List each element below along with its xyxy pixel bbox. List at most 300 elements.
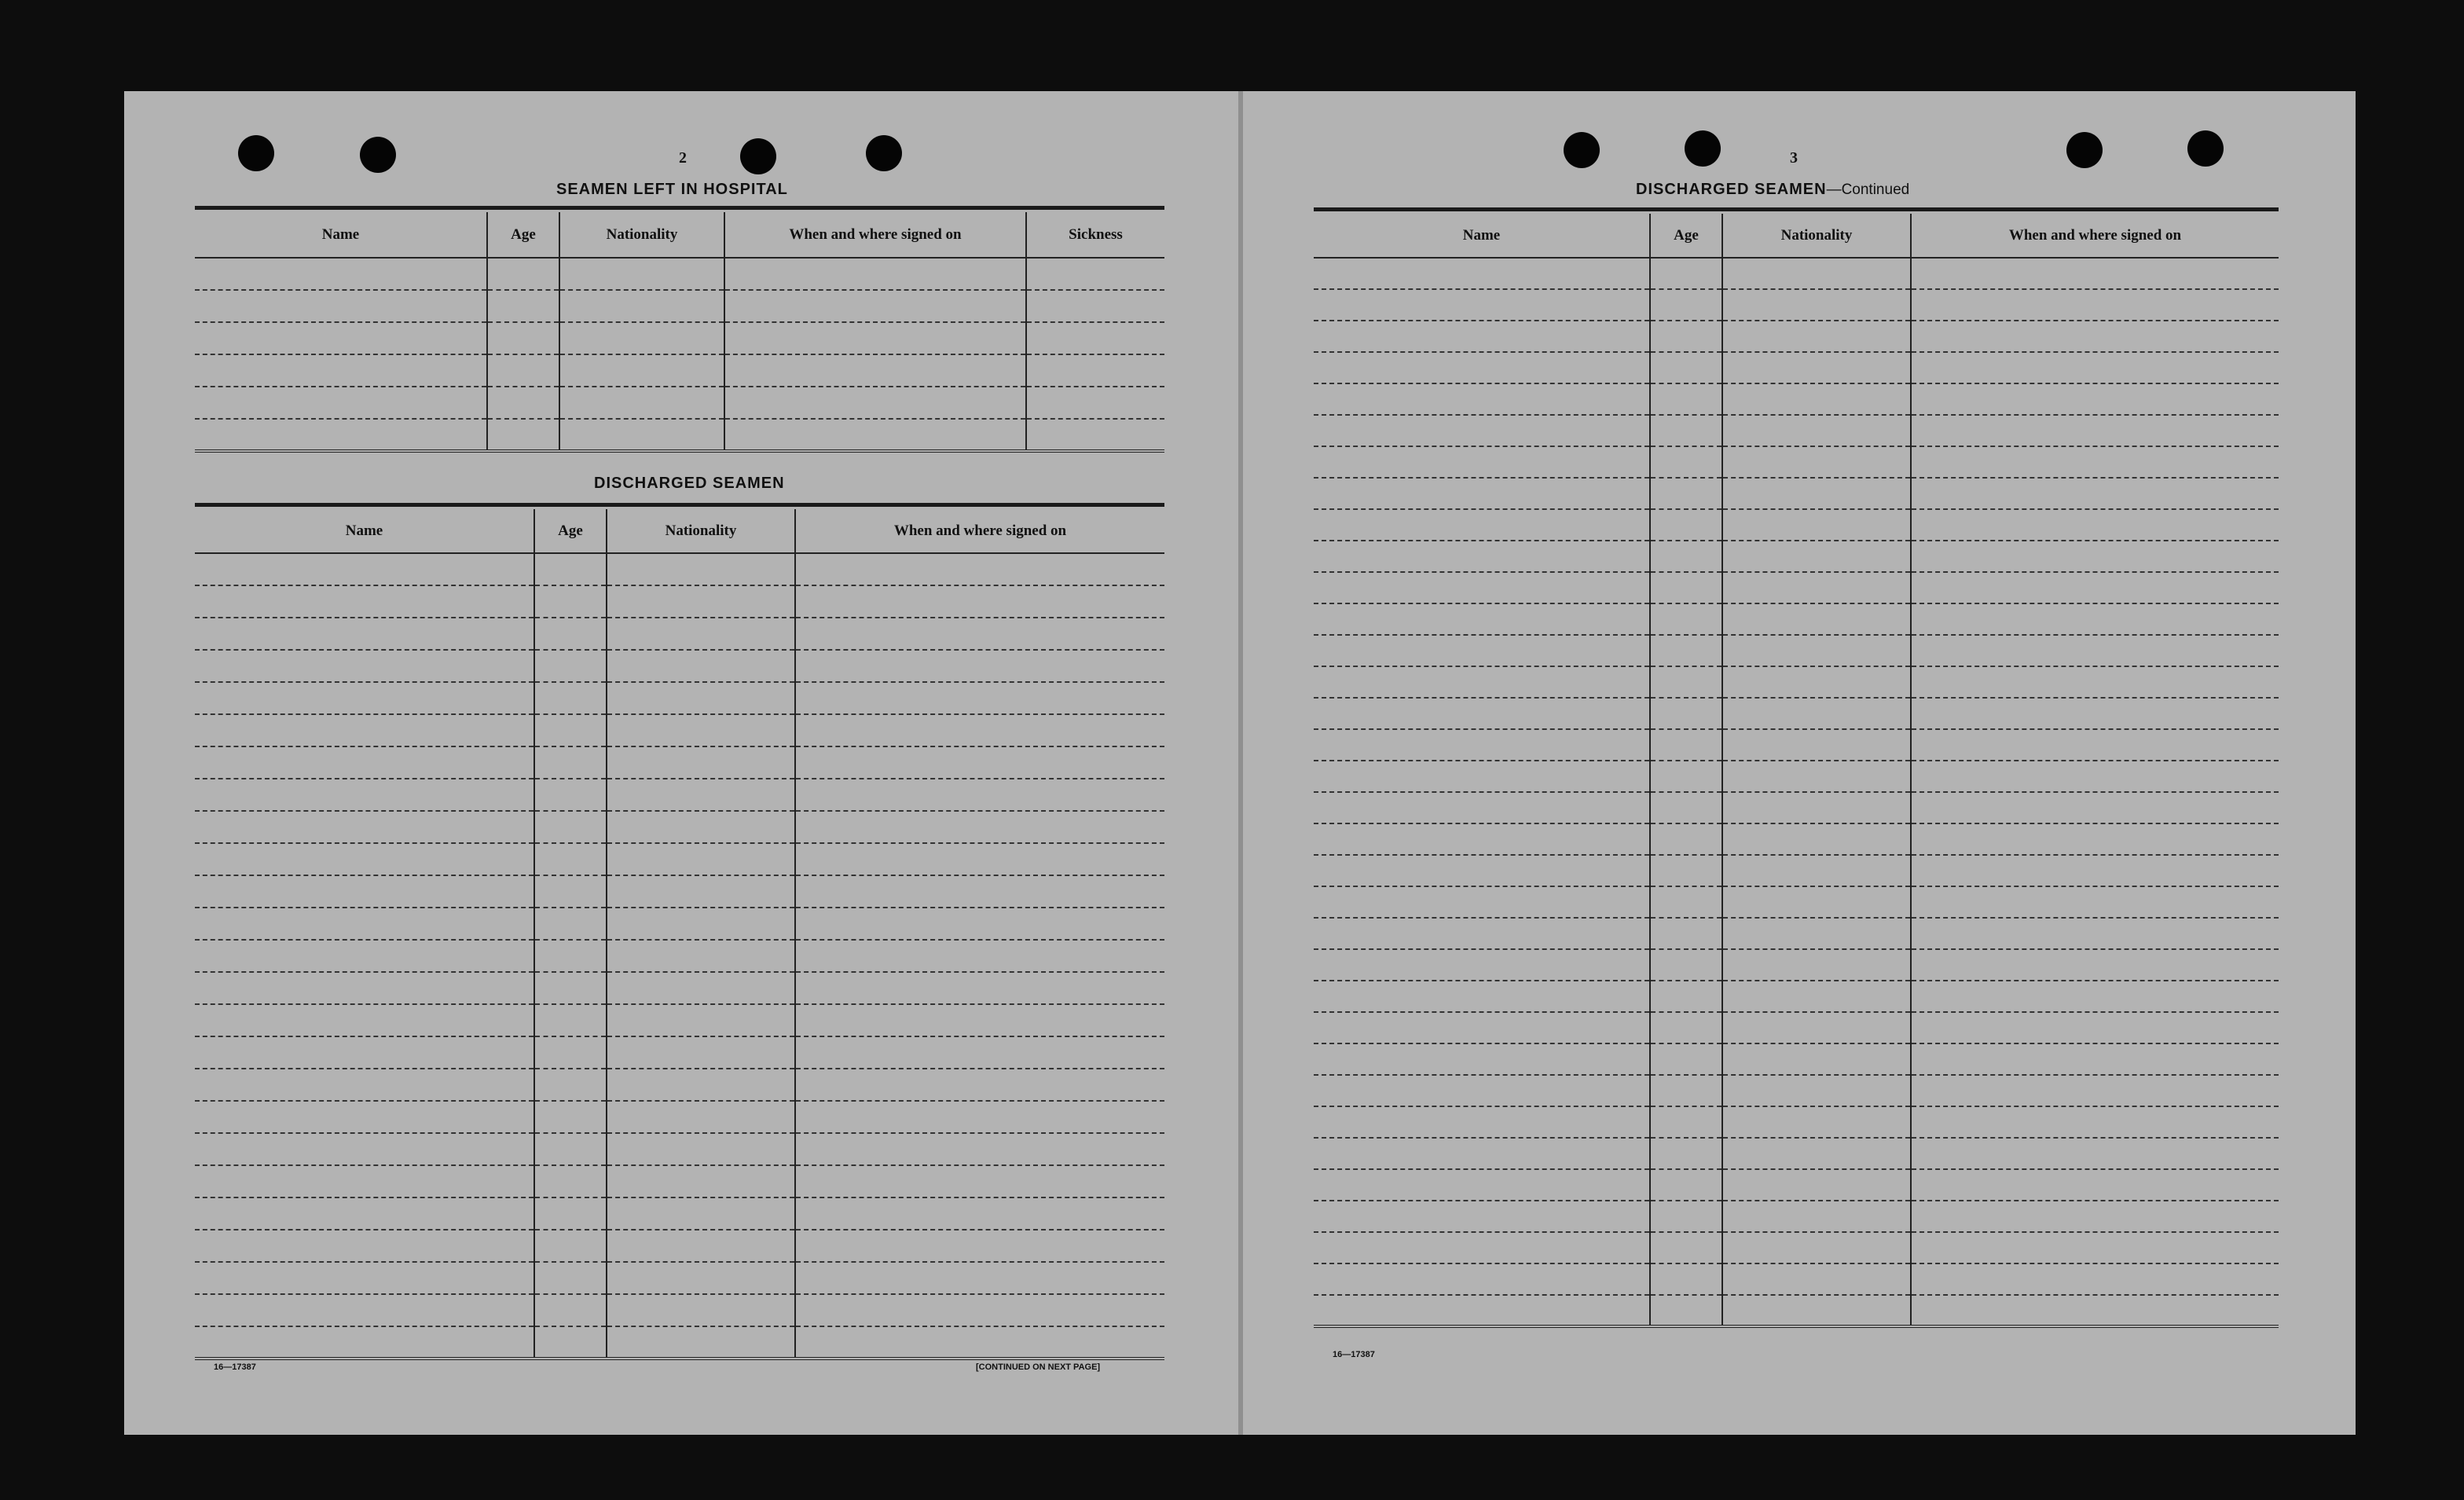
table-cell bbox=[195, 258, 487, 290]
table-cell bbox=[795, 843, 1164, 875]
table-cell bbox=[1911, 1169, 2279, 1201]
table-cell bbox=[1650, 415, 1722, 446]
table-cell bbox=[1314, 1201, 1650, 1232]
table-cell bbox=[195, 290, 487, 322]
table-cell bbox=[1314, 321, 1650, 352]
discharged-continued-table bbox=[1314, 214, 2279, 1328]
col-header-signed-on: When and where signed on bbox=[795, 509, 1164, 553]
table-cell bbox=[195, 714, 534, 746]
table-cell bbox=[1314, 1012, 1650, 1043]
table-cell bbox=[1314, 761, 1650, 792]
table-cell bbox=[1314, 981, 1650, 1012]
table-cell bbox=[1911, 1232, 2279, 1263]
table-cell bbox=[534, 940, 607, 972]
table-row bbox=[1314, 258, 2279, 289]
table-cell bbox=[1650, 792, 1722, 823]
table-cell bbox=[1722, 635, 1911, 666]
table-cell bbox=[1911, 1075, 2279, 1106]
table-cell bbox=[724, 354, 1026, 387]
table-cell bbox=[607, 1036, 795, 1069]
table-cell bbox=[487, 354, 559, 387]
table-cell bbox=[724, 387, 1026, 419]
table-cell bbox=[1650, 1295, 1722, 1326]
table-cell bbox=[607, 940, 795, 972]
table-cell bbox=[1911, 603, 2279, 635]
table-row bbox=[1314, 666, 2279, 698]
table-cell bbox=[534, 779, 607, 811]
table-row bbox=[1314, 541, 2279, 572]
table-cell bbox=[1314, 1169, 1650, 1201]
table-row bbox=[1314, 635, 2279, 666]
form-number: 16—17387 bbox=[1333, 1350, 1375, 1359]
table-cell bbox=[195, 875, 534, 908]
table-row bbox=[1314, 761, 2279, 792]
table-cell bbox=[195, 585, 534, 618]
table-row bbox=[1314, 918, 2279, 949]
table-cell bbox=[1650, 321, 1722, 352]
table-cell bbox=[1314, 258, 1650, 289]
punch-hole bbox=[360, 137, 396, 173]
table-cell bbox=[1314, 415, 1650, 446]
table-cell bbox=[1911, 729, 2279, 761]
table-cell bbox=[1911, 541, 2279, 572]
table-cell bbox=[1650, 886, 1722, 918]
table-cell bbox=[1650, 572, 1722, 603]
table-cell bbox=[795, 746, 1164, 779]
table-cell bbox=[1650, 383, 1722, 415]
table-cell bbox=[1314, 1106, 1650, 1138]
table-cell bbox=[607, 553, 795, 585]
table-cell bbox=[1911, 823, 2279, 855]
table-cell bbox=[1722, 1263, 1911, 1295]
table-cell bbox=[1314, 918, 1650, 949]
table-cell bbox=[1911, 415, 2279, 446]
table-cell bbox=[195, 908, 534, 940]
table-row bbox=[195, 1101, 1164, 1133]
table-cell bbox=[795, 779, 1164, 811]
table-cell bbox=[1650, 1138, 1722, 1169]
table-cell bbox=[1722, 666, 1911, 698]
table-cell bbox=[607, 650, 795, 682]
col-header-age: Age bbox=[534, 509, 607, 553]
table-cell bbox=[1911, 886, 2279, 918]
table-cell bbox=[534, 1069, 607, 1101]
table-cell bbox=[795, 1069, 1164, 1101]
table-cell bbox=[1650, 258, 1722, 289]
table-row bbox=[1314, 1263, 2279, 1295]
table-row bbox=[1314, 321, 2279, 352]
table-cell bbox=[1650, 541, 1722, 572]
table-row bbox=[1314, 1043, 2279, 1075]
table-cell bbox=[607, 682, 795, 714]
table-cell bbox=[795, 1101, 1164, 1133]
table-cell bbox=[1911, 666, 2279, 698]
table-cell bbox=[1911, 918, 2279, 949]
table-cell bbox=[1722, 918, 1911, 949]
table-cell bbox=[1911, 1012, 2279, 1043]
table-row bbox=[195, 387, 1164, 419]
table-cell bbox=[1722, 289, 1911, 321]
table-cell bbox=[1314, 446, 1650, 478]
table-row bbox=[195, 1230, 1164, 1262]
col-header-nationality: Nationality bbox=[559, 212, 724, 258]
table-row bbox=[1314, 383, 2279, 415]
table-cell bbox=[195, 1262, 534, 1294]
table-row bbox=[195, 1133, 1164, 1165]
table-cell bbox=[1911, 446, 2279, 478]
table-cell bbox=[1026, 387, 1164, 419]
punch-hole bbox=[866, 135, 902, 171]
table-cell bbox=[195, 746, 534, 779]
table-cell bbox=[1911, 352, 2279, 383]
table-cell bbox=[1314, 572, 1650, 603]
table-cell bbox=[607, 1262, 795, 1294]
table-cell bbox=[1026, 258, 1164, 290]
table-row bbox=[1314, 478, 2279, 509]
col-header-sickness: Sickness bbox=[1026, 212, 1164, 258]
table-cell bbox=[195, 682, 534, 714]
table-cell bbox=[1314, 1295, 1650, 1326]
table-cell bbox=[1314, 729, 1650, 761]
table-row bbox=[1314, 1012, 2279, 1043]
table-cell bbox=[1650, 1043, 1722, 1075]
table-cell bbox=[1722, 823, 1911, 855]
table-cell bbox=[195, 1133, 534, 1165]
table-cell bbox=[1722, 1138, 1911, 1169]
table-cell bbox=[534, 1004, 607, 1036]
table-cell bbox=[1722, 792, 1911, 823]
table-cell bbox=[1650, 1263, 1722, 1295]
table-cell bbox=[1722, 603, 1911, 635]
table-cell bbox=[1650, 1012, 1722, 1043]
table-cell bbox=[795, 714, 1164, 746]
table-cell bbox=[1722, 1169, 1911, 1201]
table-cell bbox=[534, 1036, 607, 1069]
table-cell bbox=[195, 1326, 534, 1359]
table-row bbox=[1314, 415, 2279, 446]
table-row bbox=[195, 1294, 1164, 1326]
table-cell bbox=[487, 290, 559, 322]
table-cell bbox=[1314, 792, 1650, 823]
col-header-age: Age bbox=[487, 212, 559, 258]
table-cell bbox=[534, 1133, 607, 1165]
table-cell bbox=[795, 1133, 1164, 1165]
discharged-continued-title bbox=[1636, 181, 1909, 199]
table-row bbox=[195, 843, 1164, 875]
discharged-section-title: DISCHARGED SEAMEN bbox=[594, 475, 785, 492]
table-cell bbox=[795, 1294, 1164, 1326]
table-cell bbox=[1314, 886, 1650, 918]
table-cell bbox=[1650, 1106, 1722, 1138]
table-cell bbox=[1911, 289, 2279, 321]
table-cell bbox=[1911, 635, 2279, 666]
table-cell bbox=[1314, 698, 1650, 729]
discharged-continued-top-rule bbox=[1314, 207, 2279, 211]
table-row bbox=[1314, 698, 2279, 729]
table-row bbox=[195, 811, 1164, 843]
table-cell bbox=[534, 553, 607, 585]
table-row bbox=[1314, 289, 2279, 321]
table-cell bbox=[534, 1294, 607, 1326]
table-row bbox=[1314, 446, 2279, 478]
table-cell bbox=[607, 585, 795, 618]
table-cell bbox=[1911, 698, 2279, 729]
table-cell bbox=[1650, 918, 1722, 949]
table-row bbox=[195, 258, 1164, 290]
table-cell bbox=[1911, 981, 2279, 1012]
table-cell bbox=[1722, 572, 1911, 603]
table-cell bbox=[1911, 509, 2279, 541]
table-row bbox=[195, 682, 1164, 714]
discharged-table bbox=[195, 509, 1164, 1360]
table-cell bbox=[487, 419, 559, 451]
table-row bbox=[195, 290, 1164, 322]
table-cell bbox=[1314, 823, 1650, 855]
table-cell bbox=[1314, 541, 1650, 572]
table-cell bbox=[1722, 1075, 1911, 1106]
table-cell bbox=[534, 650, 607, 682]
table-row bbox=[195, 650, 1164, 682]
table-row bbox=[195, 714, 1164, 746]
page-number: 2 bbox=[679, 149, 687, 167]
table-cell bbox=[1911, 572, 2279, 603]
table-cell bbox=[534, 746, 607, 779]
table-cell bbox=[795, 940, 1164, 972]
table-cell bbox=[1650, 761, 1722, 792]
table-cell bbox=[795, 1004, 1164, 1036]
table-row bbox=[1314, 729, 2279, 761]
table-cell bbox=[1650, 1201, 1722, 1232]
table-cell bbox=[195, 1036, 534, 1069]
table-cell bbox=[607, 618, 795, 650]
table-cell bbox=[1911, 1295, 2279, 1326]
table-cell bbox=[195, 618, 534, 650]
page-number: 3 bbox=[1790, 149, 1798, 167]
table-cell bbox=[607, 1230, 795, 1262]
punch-hole bbox=[2066, 132, 2103, 168]
table-cell bbox=[1911, 321, 2279, 352]
table-cell bbox=[1650, 666, 1722, 698]
form-number: 16—17387 bbox=[214, 1362, 256, 1372]
hospital-table bbox=[195, 212, 1164, 453]
table-cell bbox=[534, 1165, 607, 1197]
table-cell bbox=[534, 875, 607, 908]
table-cell bbox=[534, 1326, 607, 1359]
table-cell bbox=[1911, 949, 2279, 981]
table-cell bbox=[1722, 855, 1911, 886]
table-cell bbox=[1314, 1043, 1650, 1075]
table-cell bbox=[1911, 1043, 2279, 1075]
table-cell bbox=[195, 1101, 534, 1133]
table-row bbox=[1314, 1201, 2279, 1232]
punch-hole bbox=[740, 138, 776, 174]
table-cell bbox=[195, 650, 534, 682]
discharged-title-text: DISCHARGED SEAMEN bbox=[1636, 181, 1827, 198]
table-cell bbox=[607, 843, 795, 875]
table-cell bbox=[195, 972, 534, 1004]
table-cell bbox=[1722, 446, 1911, 478]
table-cell bbox=[795, 811, 1164, 843]
table-cell bbox=[195, 387, 487, 419]
table-cell bbox=[1722, 1012, 1911, 1043]
table-cell bbox=[1650, 289, 1722, 321]
table-cell bbox=[1722, 478, 1911, 509]
table-row bbox=[195, 1197, 1164, 1230]
table-row bbox=[195, 419, 1164, 451]
table-cell bbox=[1314, 478, 1650, 509]
table-cell bbox=[534, 843, 607, 875]
table-row bbox=[195, 553, 1164, 585]
table-cell bbox=[1650, 509, 1722, 541]
table-cell bbox=[195, 940, 534, 972]
table-cell bbox=[1722, 415, 1911, 446]
table-cell bbox=[1722, 1295, 1911, 1326]
page-fold bbox=[1238, 91, 1243, 1435]
table-cell bbox=[534, 618, 607, 650]
table-row bbox=[195, 618, 1164, 650]
table-cell bbox=[1650, 1169, 1722, 1201]
table-cell bbox=[607, 746, 795, 779]
table-cell bbox=[1650, 855, 1722, 886]
table-row bbox=[195, 1326, 1164, 1359]
table-cell bbox=[1314, 603, 1650, 635]
col-header-name: Name bbox=[195, 509, 534, 553]
table-cell bbox=[1650, 1232, 1722, 1263]
table-cell bbox=[534, 811, 607, 843]
table-row bbox=[195, 354, 1164, 387]
table-cell bbox=[195, 1294, 534, 1326]
table-cell bbox=[795, 585, 1164, 618]
table-cell bbox=[1722, 321, 1911, 352]
table-cell bbox=[1314, 509, 1650, 541]
table-cell bbox=[534, 1230, 607, 1262]
table-cell bbox=[195, 419, 487, 451]
col-header-age: Age bbox=[1650, 214, 1722, 258]
table-cell bbox=[607, 875, 795, 908]
col-header-nationality: Nationality bbox=[1722, 214, 1911, 258]
table-cell bbox=[534, 972, 607, 1004]
table-cell bbox=[559, 290, 724, 322]
table-cell bbox=[534, 1262, 607, 1294]
table-cell bbox=[487, 258, 559, 290]
table-cell bbox=[1314, 383, 1650, 415]
table-cell bbox=[1026, 290, 1164, 322]
table-row bbox=[195, 585, 1164, 618]
table-cell bbox=[607, 1326, 795, 1359]
table-cell bbox=[1650, 603, 1722, 635]
table-row bbox=[1314, 1169, 2279, 1201]
table-cell bbox=[1722, 509, 1911, 541]
hospital-section-title: SEAMEN LEFT IN HOSPITAL bbox=[556, 181, 788, 198]
table-cell bbox=[607, 1165, 795, 1197]
table-row bbox=[1314, 1295, 2279, 1326]
table-cell bbox=[795, 908, 1164, 940]
table-row bbox=[1314, 1232, 2279, 1263]
table-cell bbox=[195, 354, 487, 387]
table-row bbox=[195, 1262, 1164, 1294]
table-cell bbox=[1911, 1138, 2279, 1169]
table-cell bbox=[1911, 1106, 2279, 1138]
table-cell bbox=[607, 1101, 795, 1133]
table-cell bbox=[195, 1004, 534, 1036]
table-cell bbox=[795, 1230, 1164, 1262]
table-cell bbox=[724, 419, 1026, 451]
table-row bbox=[195, 908, 1164, 940]
table-cell bbox=[724, 322, 1026, 354]
table-row bbox=[195, 1004, 1164, 1036]
table-cell bbox=[195, 1197, 534, 1230]
table-row bbox=[195, 779, 1164, 811]
table-cell bbox=[1314, 949, 1650, 981]
table-cell bbox=[559, 419, 724, 451]
table-cell bbox=[534, 585, 607, 618]
col-header-name: Name bbox=[1314, 214, 1650, 258]
table-cell bbox=[195, 1165, 534, 1197]
table-cell bbox=[1650, 446, 1722, 478]
table-cell bbox=[559, 322, 724, 354]
table-cell bbox=[1314, 855, 1650, 886]
table-cell bbox=[1722, 258, 1911, 289]
continued-suffix: —Continued bbox=[1826, 182, 1910, 198]
table-cell bbox=[1722, 981, 1911, 1012]
table-cell bbox=[795, 1262, 1164, 1294]
table-cell bbox=[1026, 354, 1164, 387]
table-cell bbox=[1722, 949, 1911, 981]
table-row bbox=[195, 1165, 1164, 1197]
table-cell bbox=[1911, 1201, 2279, 1232]
table-cell bbox=[795, 650, 1164, 682]
table-cell bbox=[795, 553, 1164, 585]
col-header-signed-on: When and where signed on bbox=[1911, 214, 2279, 258]
table-cell bbox=[1722, 1043, 1911, 1075]
col-header-signed-on: When and where signed on bbox=[724, 212, 1026, 258]
table-cell bbox=[1314, 635, 1650, 666]
table-cell bbox=[534, 1101, 607, 1133]
table-cell bbox=[1026, 322, 1164, 354]
table-cell bbox=[1650, 729, 1722, 761]
table-cell bbox=[534, 682, 607, 714]
table-cell bbox=[607, 1197, 795, 1230]
table-cell bbox=[1722, 729, 1911, 761]
table-cell bbox=[795, 972, 1164, 1004]
punch-hole bbox=[238, 135, 274, 171]
table-cell bbox=[1650, 823, 1722, 855]
table-cell bbox=[607, 779, 795, 811]
table-cell bbox=[1314, 1263, 1650, 1295]
table-cell bbox=[195, 811, 534, 843]
table-cell bbox=[559, 387, 724, 419]
table-row bbox=[195, 875, 1164, 908]
table-cell bbox=[534, 1197, 607, 1230]
table-cell bbox=[795, 1197, 1164, 1230]
table-cell bbox=[195, 553, 534, 585]
hospital-top-rule bbox=[195, 206, 1164, 210]
table-row bbox=[195, 1069, 1164, 1101]
table-row bbox=[1314, 509, 2279, 541]
table-cell bbox=[1911, 761, 2279, 792]
table-cell bbox=[534, 908, 607, 940]
table-row bbox=[1314, 1075, 2279, 1106]
table-row bbox=[195, 972, 1164, 1004]
table-cell bbox=[1314, 289, 1650, 321]
table-cell bbox=[607, 908, 795, 940]
table-cell bbox=[1650, 635, 1722, 666]
table-row bbox=[195, 746, 1164, 779]
table-cell bbox=[1911, 478, 2279, 509]
table-cell bbox=[559, 354, 724, 387]
table-cell bbox=[1314, 1138, 1650, 1169]
table-cell bbox=[1722, 886, 1911, 918]
